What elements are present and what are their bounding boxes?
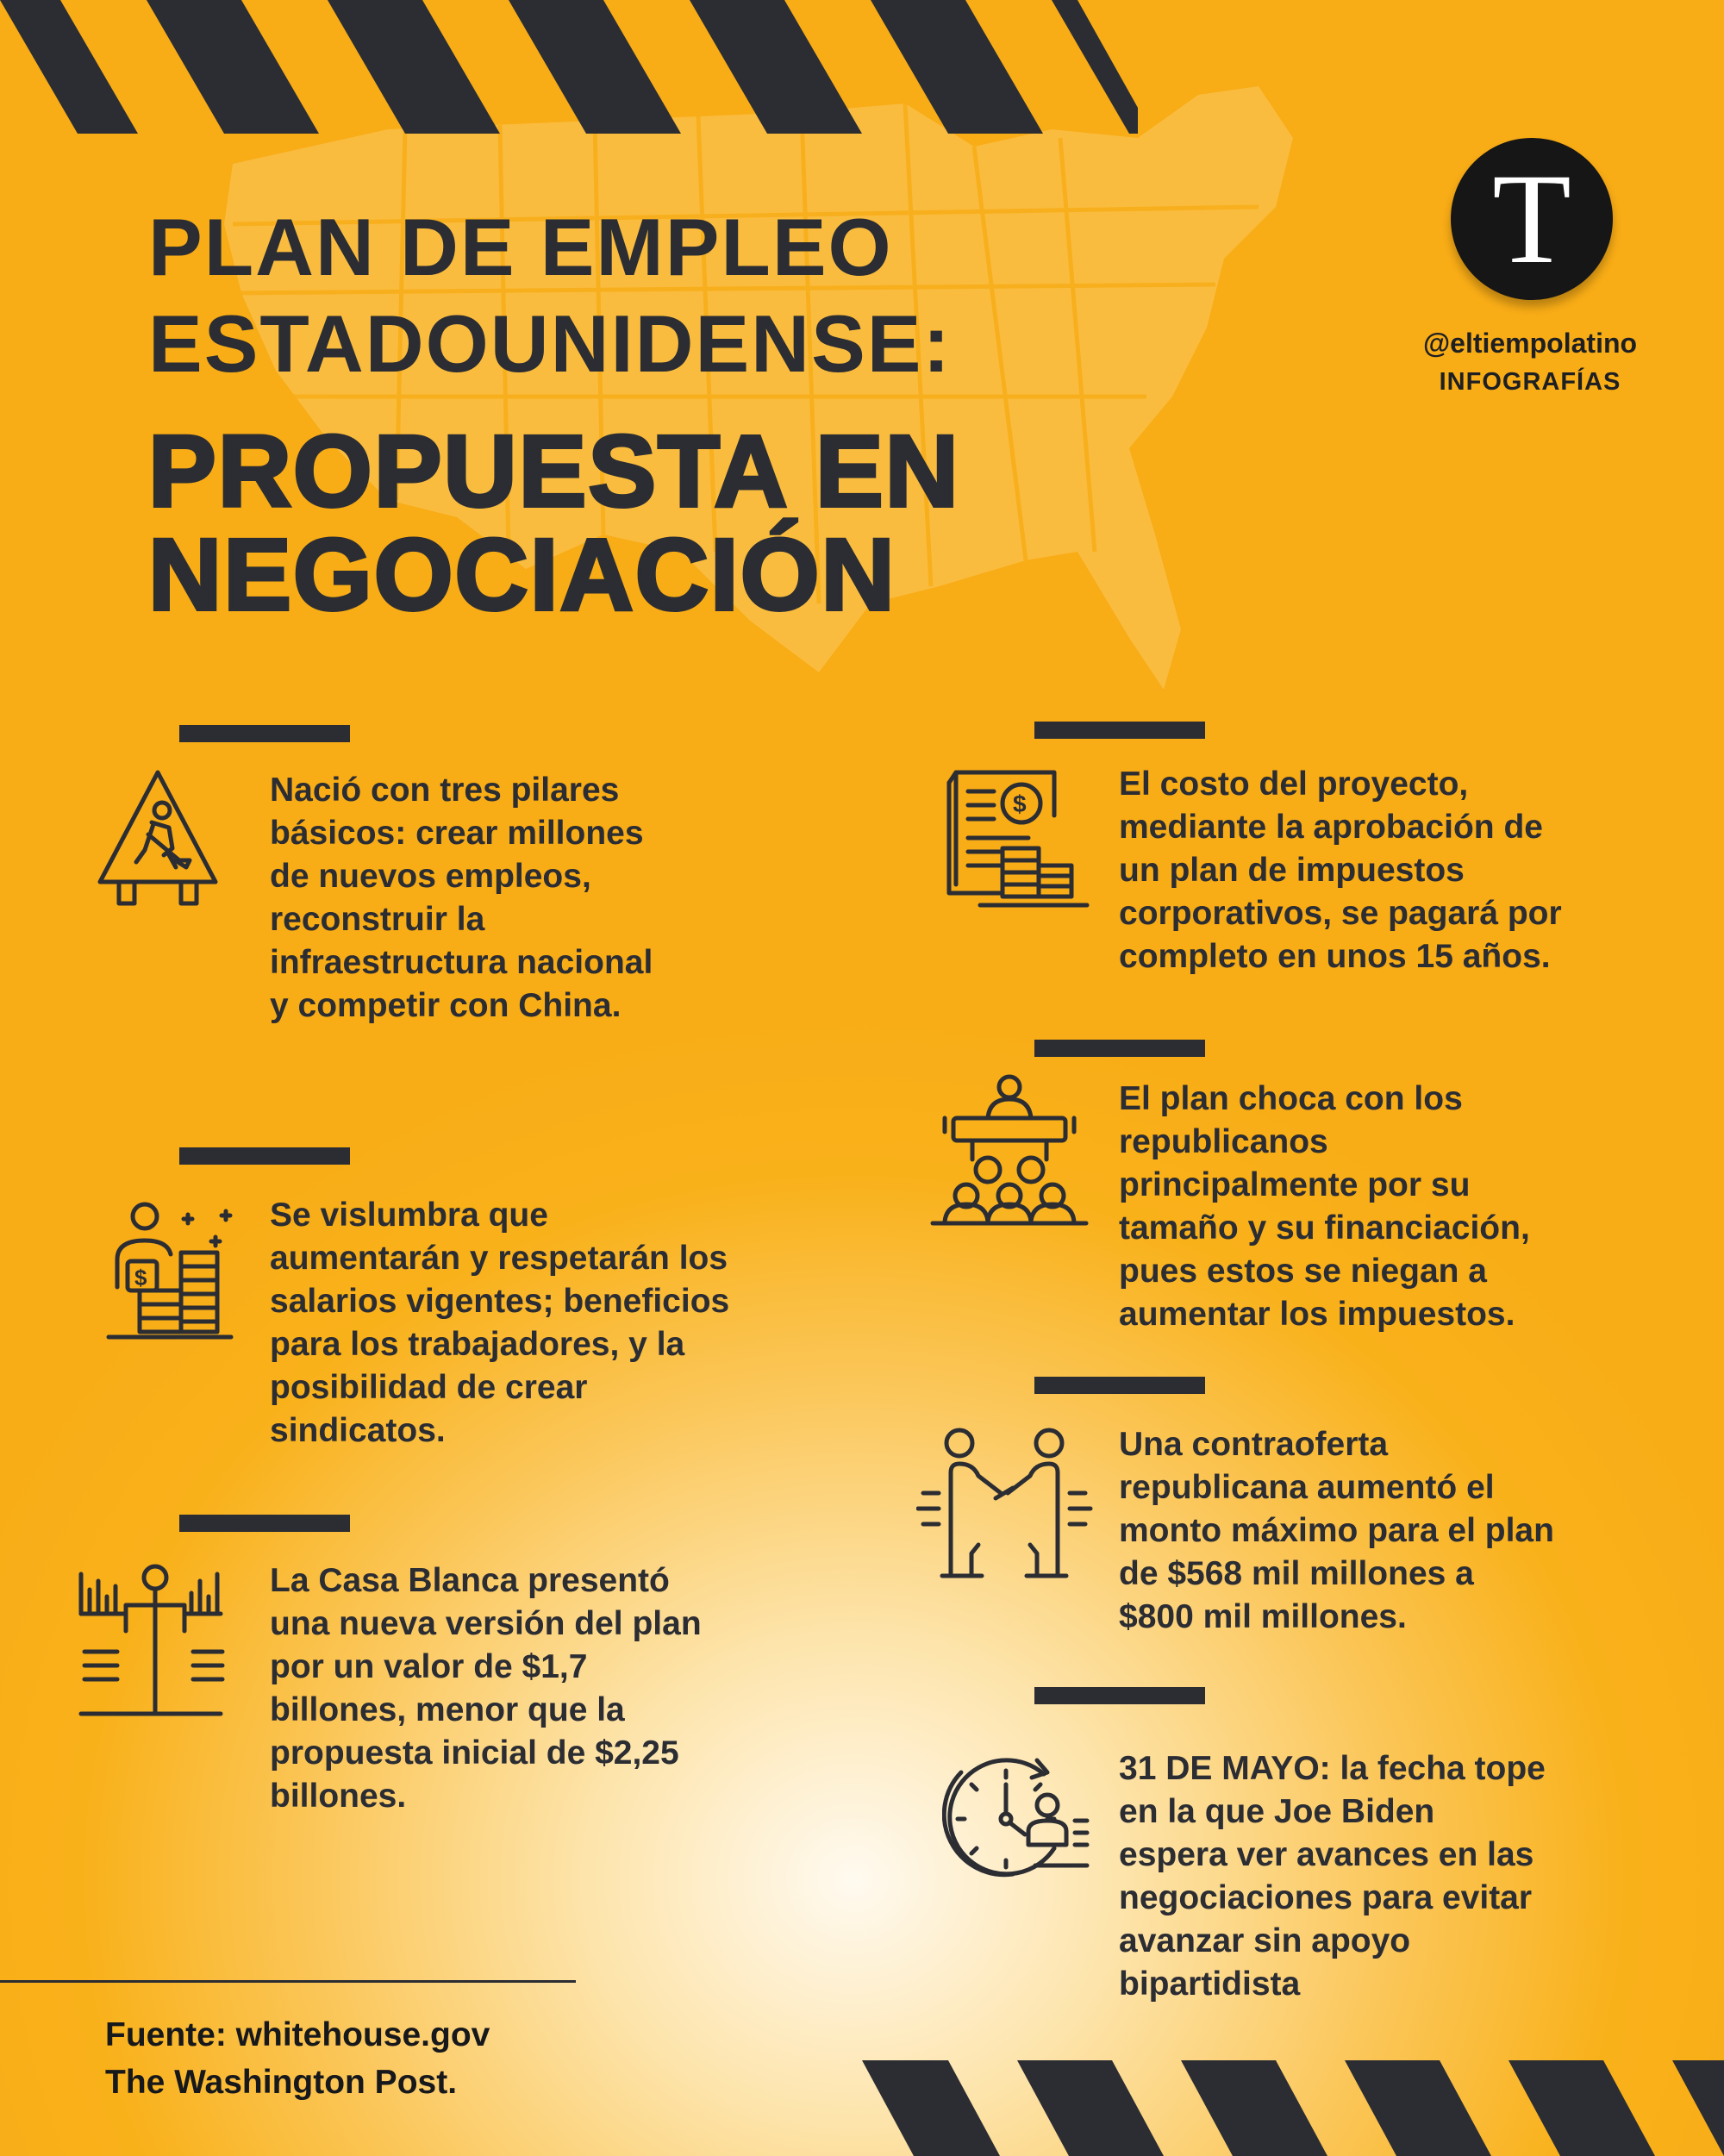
divider-bar xyxy=(1034,1377,1205,1394)
brand-logo xyxy=(1451,138,1613,300)
svg-text:$: $ xyxy=(1013,791,1027,817)
divider-bar xyxy=(1034,1040,1205,1057)
item-2-text: Se vislumbra que aumentarán y respetarán los salarios vigentes; beneficios para los trabajadores, y la posibilidad de crear sindicatos. xyxy=(270,1197,730,1449)
svg-text:$: $ xyxy=(134,1265,147,1290)
title-line-2: ESTADOUNIDENSE: xyxy=(148,298,952,389)
deadline-clock-icon xyxy=(942,1748,1093,1882)
caution-stripes-top xyxy=(0,0,1155,134)
title-line-3: PROPUESTA EN xyxy=(148,415,960,528)
brand-section: INFOGRAFÍAS xyxy=(1439,368,1621,396)
tax-document-icon xyxy=(942,764,1093,910)
item-1-text: Nació con tres pilares básicos: crear millones de nuevos empleos, reconstruir la infraestructura nacional y competir con China. xyxy=(270,772,653,1024)
road-worker-sign-icon xyxy=(93,766,222,912)
congress-audience-icon xyxy=(928,1073,1091,1228)
brand-logo-letter: T xyxy=(1492,147,1571,291)
item-4-text: El costo del proyecto, mediante la aprobación de un plan de impuestos corporativos, se pagará por completo en unos 15 años. xyxy=(1119,766,1562,975)
title-line-4: NEGOCIACIÓN xyxy=(148,518,896,632)
item-3-text: La Casa Blanca presentó una nueva versión del plan por un valor de $1,7 billones, menor que la propuesta inicial de $2,25 billones. xyxy=(270,1562,702,1815)
us-map-background xyxy=(198,69,1388,759)
source-line-1: Fuente: whitehouse.gov xyxy=(105,2016,490,2053)
footer-rule xyxy=(0,1980,576,1983)
divider-bar xyxy=(179,1147,350,1165)
divider-bar xyxy=(1034,1687,1205,1704)
divider-bar xyxy=(179,1515,350,1532)
divider-bar xyxy=(1034,722,1205,739)
item-6-text: Una contraoferta republicana aumentó el monto máximo para el plan de $568 mil millones a $800 mil millones. xyxy=(1119,1426,1554,1635)
item-7-text: 31 DE MAYO: la fecha tope en la que Joe Biden espera ver avances en las negociaciones para evitar avanzar sin apoyo bipartidista xyxy=(1119,1750,1546,2003)
handshake-icon xyxy=(916,1424,1097,1584)
item-5-text: El plan choca con los republicanos principalmente por su tamaño y su financiación, pues estos se niegan a aumentar los impuestos. xyxy=(1119,1080,1530,1333)
budget-growth-icon xyxy=(76,1562,227,1722)
title-line-1: PLAN DE EMPLEO xyxy=(148,202,893,292)
source-line-2: The Washington Post. xyxy=(105,2064,458,2101)
brand-handle: @eltiempolatino xyxy=(1422,328,1638,359)
worker-salary-icon xyxy=(102,1192,240,1347)
divider-bar xyxy=(179,725,350,742)
caution-stripes-bottom xyxy=(862,2060,1724,2156)
